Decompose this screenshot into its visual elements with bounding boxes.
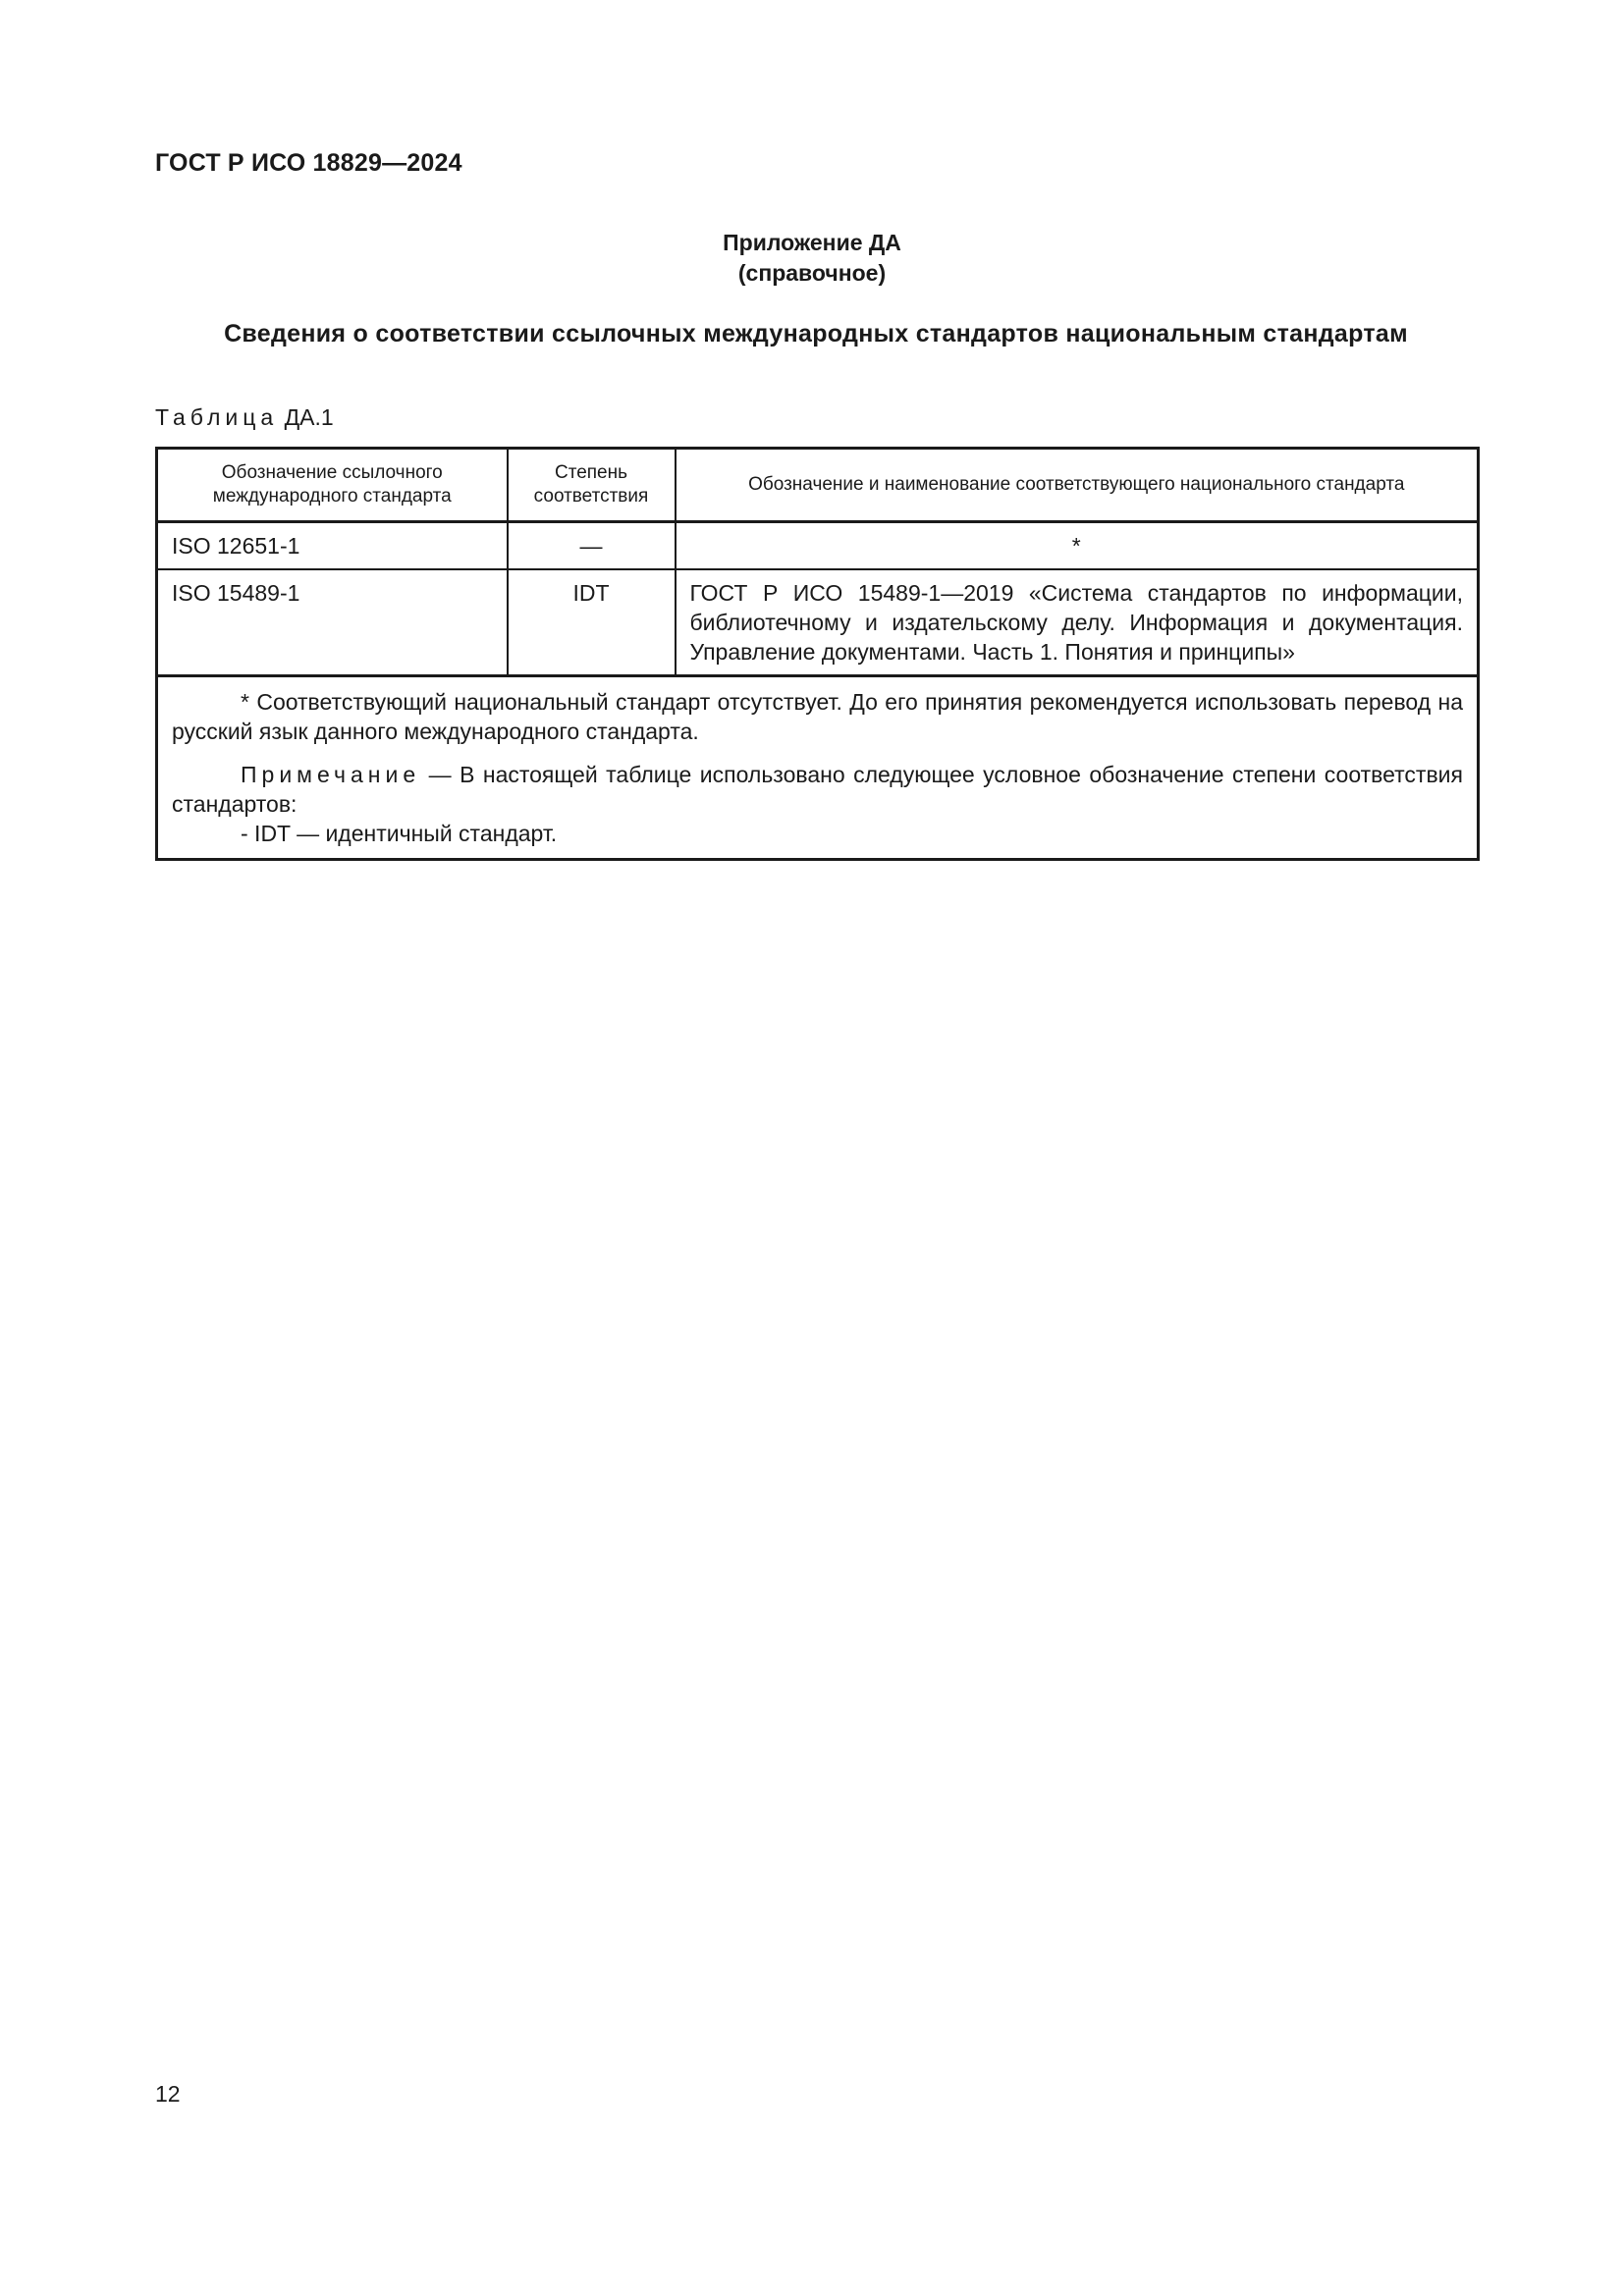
table-caption-word: Таблица: [155, 404, 279, 430]
cell-national-standard: *: [676, 522, 1479, 570]
cell-degree: IDT: [508, 569, 676, 676]
correspondence-table: [155, 447, 1480, 861]
note-label: Примечание: [241, 762, 421, 787]
table-notes-cell: [157, 676, 1479, 860]
cell-degree: —: [508, 522, 676, 570]
column-header-intl-standard: Обозначение ссылочного международного стандарта: [157, 449, 508, 522]
page-number: 12: [155, 2081, 181, 2107]
table-footnote: * Соответствующий национальный стандарт отсутствует. До его принятия рекомендуется использовать перевод на русский язык данного международного стандарта.: [172, 689, 1463, 744]
correspondence-table-wrap: [155, 447, 1477, 861]
column-header-degree: Степень соответствия: [508, 449, 676, 522]
cell-intl-standard: ISO 15489-1: [157, 569, 508, 676]
annex-title: Приложение ДА: [723, 230, 901, 255]
annex-heading: [0, 228, 1624, 289]
table-notes-row: [157, 676, 1479, 860]
table-row: [157, 522, 1479, 570]
note-item: - IDT — идентичный стандарт.: [241, 821, 558, 846]
table-caption-number: ДА.1: [284, 404, 334, 430]
cell-national-standard: ГОСТ Р ИСО 15489-1—2019 «Система стандартов по информации, библиотечному и издательскому делу. Информация и документация. Управление документами. Часть 1. Понятия и принципы»: [676, 569, 1479, 676]
table-header-row: [157, 449, 1479, 522]
note-text: — В настоящей таблице использовано следующее условное обозначение степени соответствия стандартов:: [172, 762, 1463, 817]
cell-intl-standard: ISO 12651-1: [157, 522, 508, 570]
column-header-national-standard: Обозначение и наименование соответствующего национального стандарта: [676, 449, 1479, 522]
table-note: [172, 760, 1463, 819]
table-caption: [155, 404, 334, 431]
document-header-id: ГОСТ Р ИСО 18829—2024: [155, 149, 462, 177]
section-title: Сведения о соответствии ссылочных международных стандартов национальным стандартам: [224, 320, 1408, 347]
annex-subtitle: (справочное): [737, 260, 887, 286]
table-row: [157, 569, 1479, 676]
